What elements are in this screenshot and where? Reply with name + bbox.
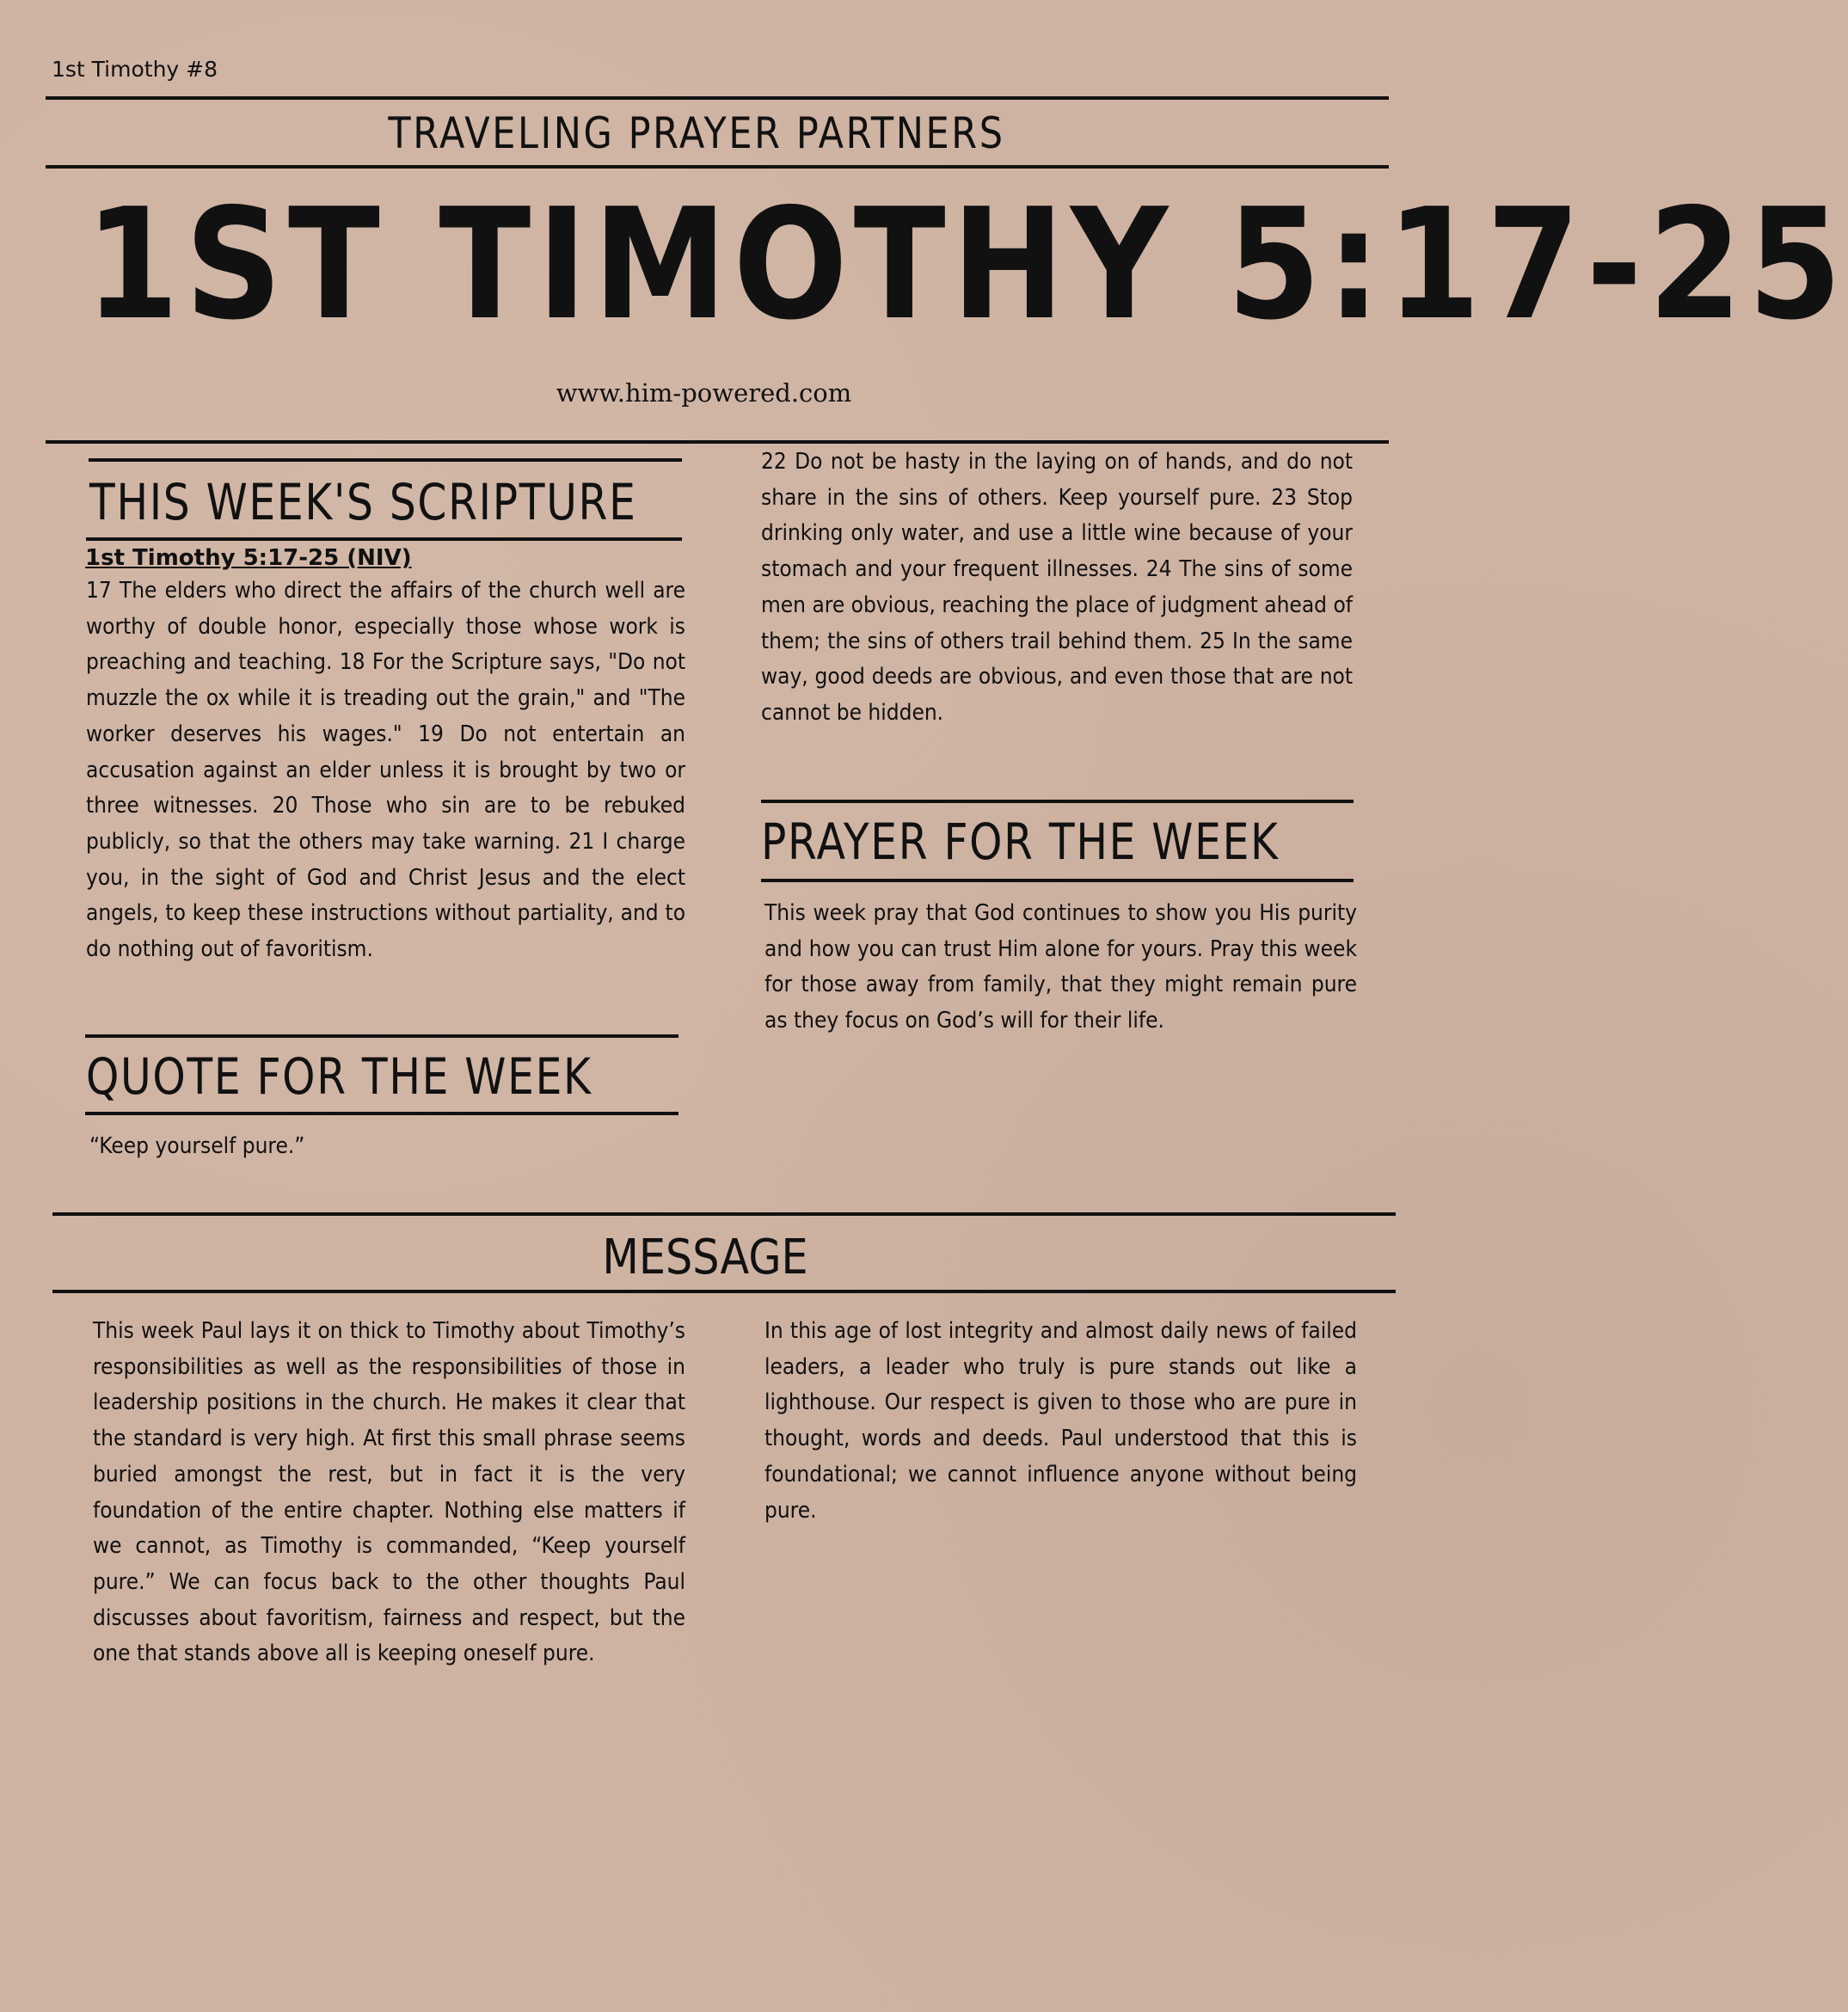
website-link[interactable]: www.him-powered.com bbox=[556, 378, 852, 408]
prayer-top-rule bbox=[761, 800, 1354, 803]
series-title: TRAVELING PRAYER PARTNERS bbox=[388, 108, 1005, 158]
title-divider-rule bbox=[46, 440, 1389, 444]
page-title: 1ST TIMOTHY 5:17-25 bbox=[85, 175, 1848, 353]
quote-text: “Keep yourself pure.” bbox=[89, 1133, 305, 1159]
message-top-rule bbox=[52, 1212, 1396, 1216]
message-heading: MESSAGE bbox=[602, 1230, 808, 1285]
quote-top-rule bbox=[85, 1034, 678, 1038]
quote-heading: QUOTE FOR THE WEEK bbox=[86, 1047, 592, 1106]
scripture-text-left: 17 The elders who direct the affairs of the church well are worthy of double honor, especially those whose work is preaching and teaching. 18 For the Scripture says, "Do not muzzle the ox while it is treading out the grain," and "The worker deserves his wages." 19 Do not entertain an accusation against an elder unless it is brought by two or three witnesses. 20 Those who sin are to be rebuked publicly, so that the others may take warning. 21 I charge you, in the sight of God and Christ Jesus and the elect angels, to keep these instructions without partiality, and to do nothing out of favoritism. bbox=[86, 578, 685, 963]
scripture-top-rule bbox=[89, 458, 682, 462]
scripture-text-right: 22 Do not be hasty in the laying on of hands, and do not share in the sins of others. Keep yourself pure. 23 Stop drinking only water, and use a little wine because of your stomach and your frequent illnesses. 24 The sins of some men are obvious, reaching the place of judgment ahead of them; the sins of others trail behind them. 25 In the same way, good deeds are obvious, and even those that are not cannot be hidden. bbox=[761, 449, 1353, 726]
message-text-left: This week Paul lays it on thick to Timothy about Timothy’s responsibilities as well as the responsibilities of those in leadership positions in the church. He makes it clear that the standard is very high. At first this small phrase seems buried amongst the rest, but in fact it is the very foundation of the entire chapter. Nothing else matters if we cannot, as Timothy is commanded, “Keep yourself pure.” We can focus back to the other thoughts Paul discusses about favoritism, fairness and respect, but the one that stands above all is keeping oneself pure. bbox=[93, 1318, 685, 1667]
message-bottom-rule bbox=[52, 1290, 1396, 1293]
prayer-bottom-rule bbox=[761, 879, 1354, 882]
message-text-right: In this age of lost integrity and almost daily news of failed leaders, a leader who truly is pure stands out like a lighthouse. Our respect is given to those who are pure in thought, words and deeds. Paul understood that this is foundational; we cannot influence anyone without being pure. bbox=[764, 1318, 1357, 1524]
scripture-bottom-rule bbox=[86, 537, 682, 541]
quote-bottom-rule bbox=[85, 1112, 678, 1115]
scripture-reference: 1st Timothy 5:17-25 (NIV) bbox=[85, 545, 412, 571]
header-bottom-rule bbox=[46, 165, 1389, 169]
prayer-text: This week pray that God continues to show you His purity and how you can trust Him alone for yours. Pray this week for those away from family, that they might remain pure as they focus on God’s will for their life. bbox=[764, 900, 1357, 1034]
scripture-heading: THIS WEEK'S SCRIPTURE bbox=[89, 473, 637, 531]
header-top-rule bbox=[46, 96, 1389, 100]
series-tag: 1st Timothy #8 bbox=[52, 57, 218, 82]
prayer-heading: PRAYER FOR THE WEEK bbox=[761, 813, 1280, 871]
